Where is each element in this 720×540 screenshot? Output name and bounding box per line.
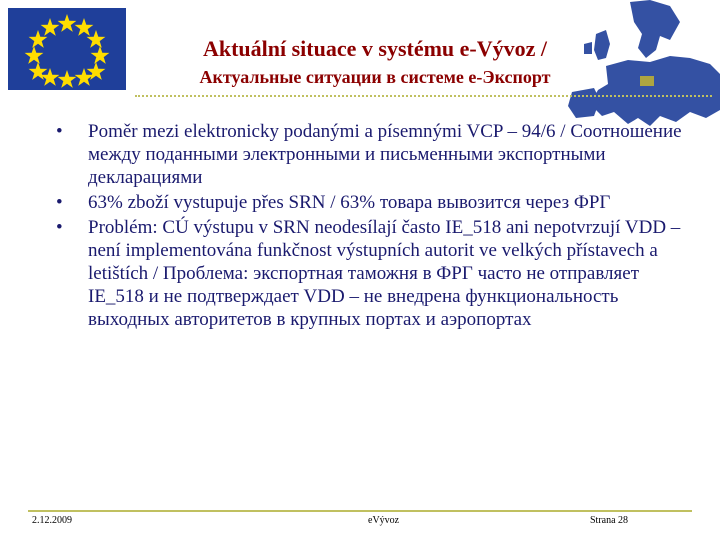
flag-star	[29, 30, 48, 48]
map-scandinavia	[630, 0, 680, 58]
europe-map-icon	[510, 0, 720, 130]
flag-star	[91, 46, 110, 64]
footer-divider	[28, 510, 692, 512]
bullet-icon: •	[56, 217, 63, 238]
eu-flag-icon	[8, 8, 126, 90]
page-number: Strana 28	[590, 515, 629, 526]
flag-star	[25, 46, 44, 64]
bullet-icon: •	[56, 121, 63, 142]
flag-star	[58, 70, 77, 88]
list-item	[56, 216, 686, 331]
bullet-list	[56, 120, 686, 333]
flag-star	[75, 18, 94, 36]
header-divider	[135, 95, 712, 97]
page-subtitle: Актуальные ситуации в системе e-Экспорт	[199, 67, 551, 87]
flag-star	[58, 14, 77, 32]
bullet-text: Problém: CÚ výstupu v SRN neodesílají často IE_518 ani nepotvrzují VDD – není implementována funkčnost výstupních autorit ve velkých přístavech a letištích / Проблема: экспортная таможня в ФРГ часто не отправляет IE_518 и не подтверждает VDD – не внедрена функциональность выходных авторитетов в крупных портах и аэропортах	[88, 217, 681, 330]
footer-date: 2.12.2009	[32, 515, 72, 526]
eu-flag-stars	[8, 8, 126, 90]
list-item	[56, 120, 686, 189]
bullet-text: Poměr mezi elektronicky podanými a písemnými VCP – 94/6 / Соотношение между поданными электронными и письменными экспортными декларациями	[88, 121, 682, 188]
map-highlight	[640, 76, 654, 86]
footer-title: eVývoz	[368, 515, 400, 526]
flag-star	[87, 30, 106, 48]
bullet-text: 63% zboží vystupuje přes SRN / 63% товара вывозится через ФРГ	[88, 192, 611, 213]
list-item	[56, 191, 686, 214]
bullet-icon: •	[56, 192, 63, 213]
page-title: Aktuální situace v systému e-Vývoz /	[202, 36, 548, 61]
flag-star	[41, 18, 60, 36]
map-iberia	[568, 88, 600, 118]
